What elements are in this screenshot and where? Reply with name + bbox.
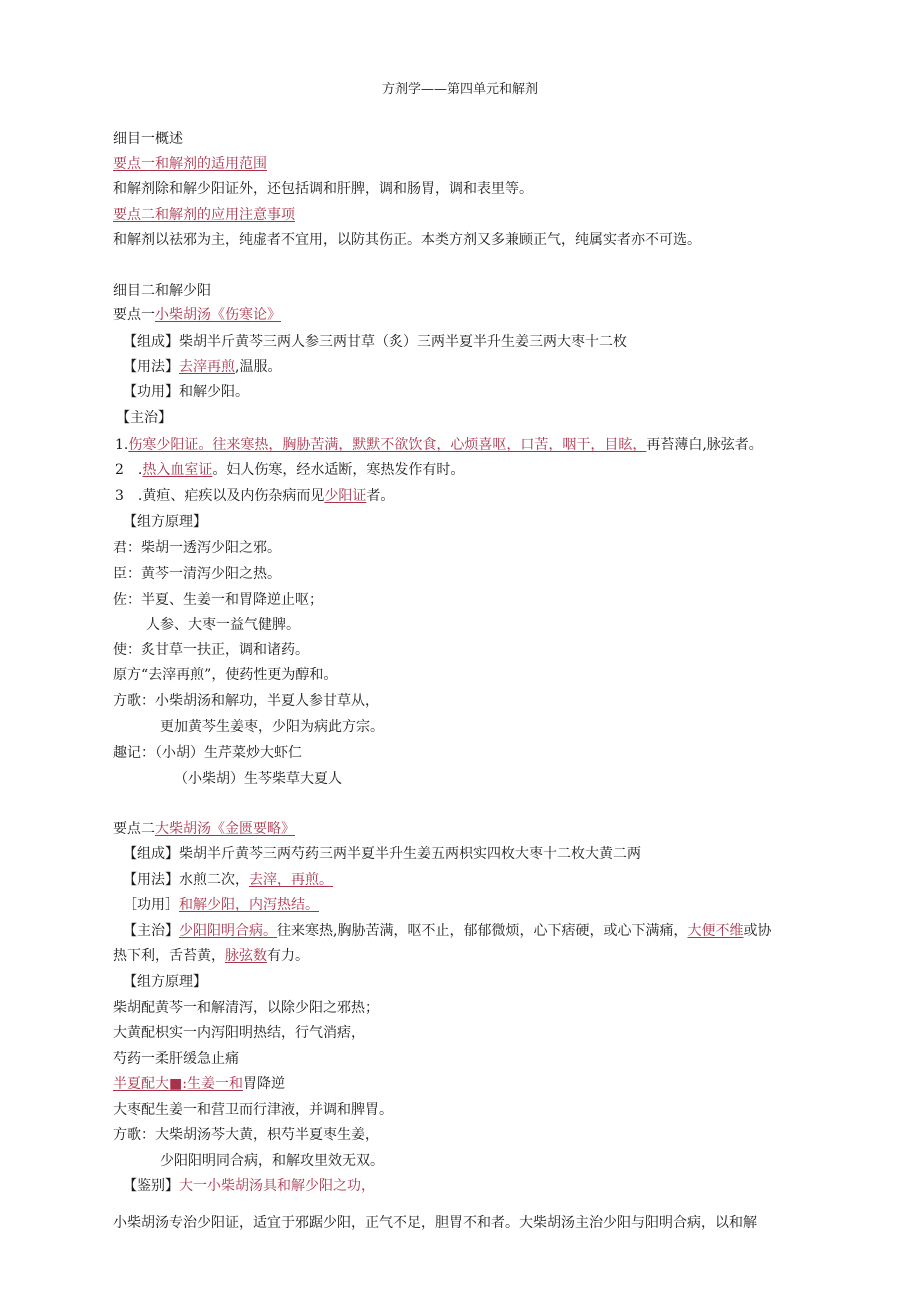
song-line: 少阳阳明同合病，和解攻里效无双。 (160, 1153, 384, 1169)
item-text: .黄疸、疟疾以及内伤杂病而见 (137, 488, 325, 504)
paragraph: 和解剂除和解少阳证外，还包括调和肝脾，调和肠胃，调和表里等。 (113, 181, 533, 197)
principle-line: 芍药一柔肝缓急止痛 (113, 1051, 239, 1067)
principle-line: 原方“去滓再煎”，使药性更为醇和。 (113, 667, 338, 683)
section-heading: 细目一概述 (113, 131, 183, 147)
indication-label: 【主治】 (116, 410, 172, 426)
principle-label: 【组方原理】 (123, 514, 207, 530)
point-prefix: 要点二 (113, 821, 155, 837)
point-title (113, 820, 295, 838)
song-line: 更加黄芩生姜枣，少阳为病此方宗。 (160, 719, 384, 735)
indication-highlight: 脉弦数 (225, 948, 267, 964)
indication (123, 922, 771, 940)
principle-line: 君：柴胡一透泻少阳之邪。 (113, 540, 281, 556)
usage-highlight: 去滓再煎 (179, 359, 235, 375)
item-highlight: 热入血室证 (142, 462, 213, 478)
point-title-text: 要点一和解剂的适用范围 (113, 156, 267, 172)
principle-line: 人参、大枣一益气健脾。 (146, 617, 300, 633)
item-number: 3 (115, 488, 124, 504)
mnemonic-line: （小柴胡）生芩柴草大夏人 (174, 771, 342, 787)
formula-name: 小柴胡汤《伤寒论》 (155, 307, 281, 323)
principle-line: 大枣配生姜一和营卫而行津液，并调和脾胃。 (113, 1102, 393, 1118)
indication-cont (113, 947, 309, 965)
comparison-label: 【鉴别】 (123, 1178, 179, 1194)
point-title (113, 155, 267, 173)
item-highlight: 伤寒少阳证。往来寒热，胸胁苦满，默默不欲饮食，心烦喜呕，口苦，咽干，目眩， (128, 437, 647, 453)
comparison-highlight: 大一小柴胡汤具和解少阳之功， (179, 1178, 375, 1194)
paragraph: 小柴胡汤专治少阳证，适宜于邪踞少阳，正气不足，胆胃不和者。大柴胡汤主治少阳与阳明合病，以和解 (113, 1215, 757, 1231)
usage (123, 358, 281, 376)
usage-label: 【用法】 (123, 359, 179, 375)
point-title (113, 206, 295, 224)
page-title: 方剂学——第四单元和解剂 (381, 82, 538, 97)
indication-item (115, 487, 394, 505)
point-title (113, 306, 281, 324)
principle-line: 柴胡配黄芩一和解清泻，以除少阳之邪热； (113, 1000, 379, 1016)
usage-label: 【用法】水煎二次， (123, 872, 249, 888)
principle-line: 臣：黄芩一清泻少阳之热。 (113, 566, 281, 582)
song-line: 方歌：小柴胡汤和解功，半夏人参甘草从， (113, 693, 379, 709)
formula-name: 大柴胡汤《金匮要略》 (155, 821, 295, 837)
mnemonic-line: 趣记：（小胡）生芹菜炒大虾仁 (113, 745, 302, 761)
principle-rest: 胃降逆 (242, 1076, 285, 1092)
principle-line (113, 1075, 285, 1093)
function-label: ［功用］ (123, 897, 179, 913)
usage-rest: ,温服。 (235, 359, 282, 375)
indication-text: 往来寒热,胸胁苦满，呕不止，郁郁微烦，心下痞硬，或心下满痛， (277, 923, 688, 939)
indication-item (115, 461, 464, 479)
function: 【功用】和解少阳。 (123, 384, 249, 400)
usage (123, 871, 333, 889)
principle-label: 【组方原理】 (123, 974, 207, 990)
item-number: 2 (115, 462, 124, 478)
item-dot: . (137, 462, 143, 478)
point-prefix: 要点一 (113, 307, 155, 323)
indication-text: 或协 (743, 923, 772, 939)
function (123, 896, 319, 914)
principle-line: 大黄配枳实一内泻阳明热结，行气消痞， (113, 1025, 365, 1041)
indication-item (115, 436, 763, 454)
item-number: 1. (115, 437, 129, 453)
point-title-text: 要点二和解剂的应用注意事项 (113, 207, 295, 223)
principle-highlight: 半夏配大■:生姜一和 (113, 1076, 243, 1092)
principle-line: 使：炙甘草一扶正，调和诸药。 (113, 642, 309, 658)
function-highlight: 和解少阳，内泻热结。 (179, 897, 319, 913)
item-rest: 。妇人伤寒，经水适断，寒热发作有时。 (212, 462, 465, 478)
paragraph: 和解剂以祛邪为主，纯虚者不宜用，以防其伤正。本类方剂又多兼顾正气，纯属实者亦不可选。 (113, 232, 701, 248)
indication-text: 有力。 (267, 948, 309, 964)
indication-highlight: 少阳阳明合病。 (179, 923, 277, 939)
indication-text: 热下利，舌苔黄， (113, 948, 225, 964)
composition: 【组成】柴胡半斤黄芩三两芍药三两半夏半升生姜五两枳实四枚大枣十二枚大黄二两 (123, 846, 641, 862)
item-highlight: 少阳证 (324, 488, 367, 504)
song-line: 方歌：大柴胡汤芩大黄，枳芍半夏枣生姜， (113, 1127, 379, 1143)
item-rest: 者。 (366, 488, 395, 504)
composition: 【组成】柴胡半斤黄芩三两人参三两甘草（炙）三两半夏半升生姜三两大枣十二枚 (123, 334, 627, 350)
section-heading: 细目二和解少阳 (113, 283, 211, 299)
comparison (123, 1177, 375, 1195)
indication-highlight: 大便不维 (687, 923, 744, 939)
item-rest: 再苔薄白,脉弦者。 (646, 437, 763, 453)
principle-line: 佐：半夏、生姜一和胃降逆止呕； (113, 592, 323, 608)
usage-highlight: 去滓，再煎。 (249, 872, 333, 888)
indication-label: 【主治】 (123, 923, 179, 939)
